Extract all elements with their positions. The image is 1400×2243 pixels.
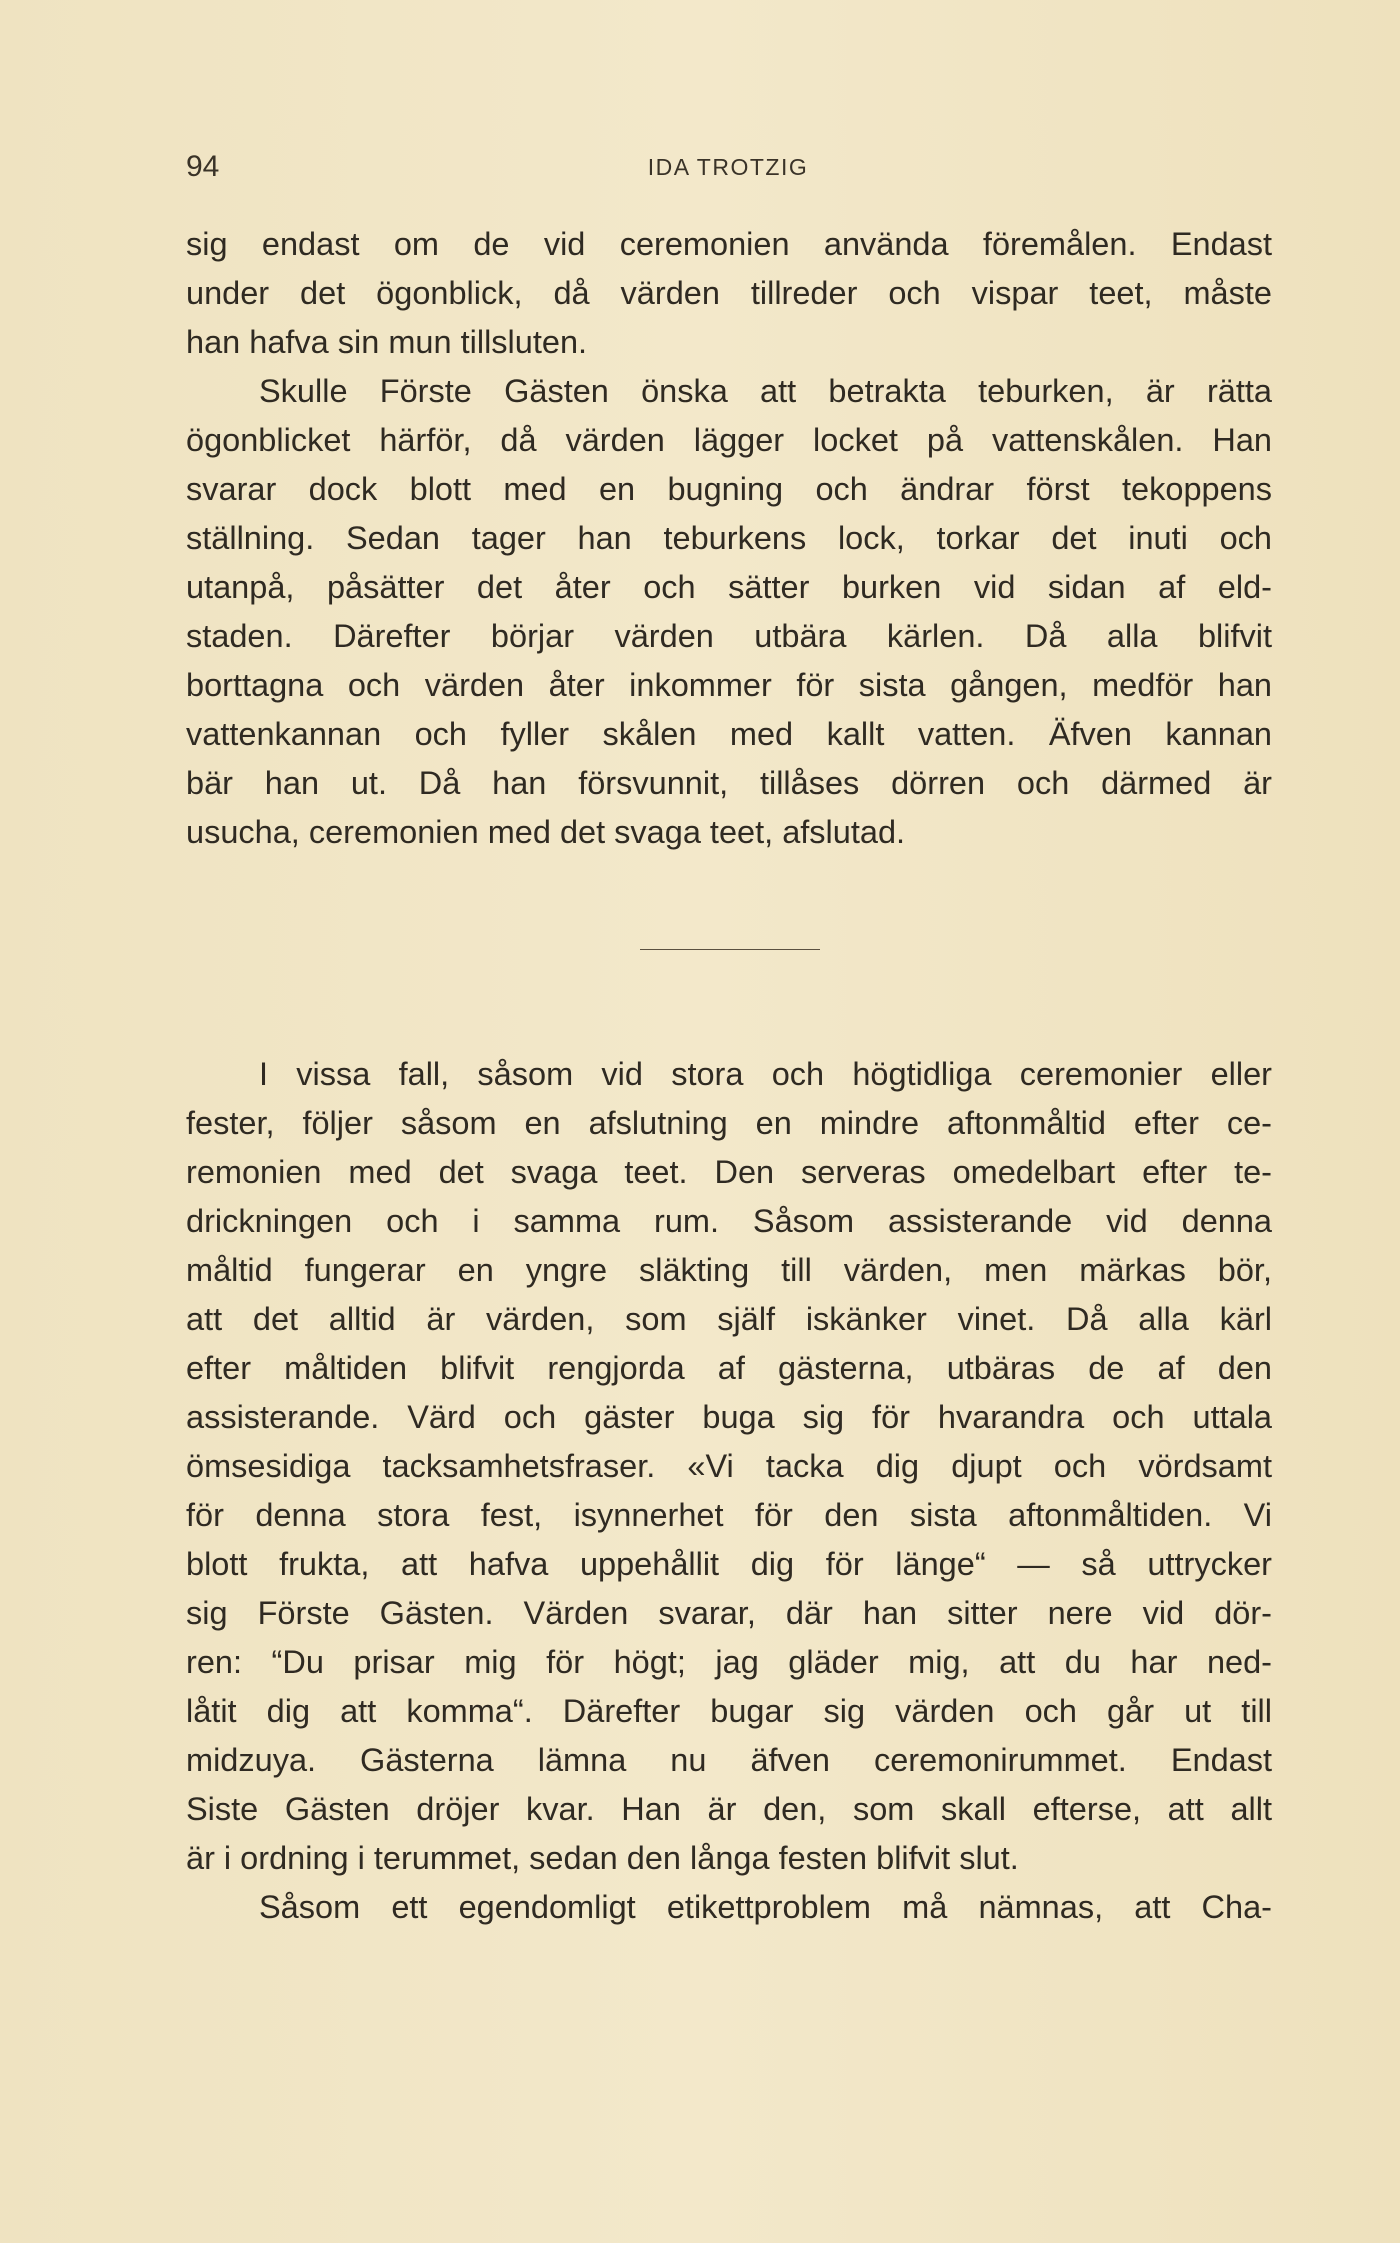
text-line: Siste Gästen dröjer kvar. Han är den, som skall efterse, att allt [186,1791,1272,1827]
text-line: midzuya. Gästerna lämna nu äfven ceremonirummet. Endast [186,1742,1272,1778]
text-line: sig Förste Gästen. Värden svarar, där han sitter nere vid dör- [186,1595,1272,1631]
text-line: Såsom ett egendomligt etikettproblem må nämnas, att Cha- [259,1889,1272,1925]
text-line: drickningen och i samma rum. Såsom assisterande vid denna [186,1203,1272,1239]
paragraph-block-2 [186,1050,1272,1932]
text-line: utanpå, påsätter det åter och sätter burken vid sidan af eld- [186,569,1272,605]
text-line: blott frukta, att hafva uppehållit dig för länge“ — så uttrycker [186,1546,1272,1582]
text-line: att det alltid är värden, som själf iskänker vinet. Då alla kärl [186,1301,1272,1337]
text-line: borttagna och värden åter inkommer för sista gången, medför han [186,667,1272,703]
text-line: låtit dig att komma“. Därefter bugar sig värden och går ut till [186,1693,1272,1729]
section-divider [640,949,820,950]
text-line: assisterande. Värd och gäster buga sig för hvarandra och uttala [186,1399,1272,1435]
text-line: sig endast om de vid ceremonien använda föremålen. Endast [186,226,1272,262]
text-line: för denna stora fest, isynnerhet för den sista aftonmåltiden. Vi [186,1497,1272,1533]
text-line: efter måltiden blifvit rengjorda af gästerna, utbäras de af den [186,1350,1272,1386]
text-line: usucha, ceremonien med det svaga teet, afslutad. [186,814,906,850]
text-line: ögonblicket härför, då värden lägger locket på vattenskålen. Han [186,422,1272,458]
text-line: ställning. Sedan tager han teburkens lock, torkar det inuti och [186,520,1272,556]
text-line: bär han ut. Då han försvunnit, tillåses dörren och därmed är [186,765,1272,801]
text-line: Skulle Förste Gästen önska att betrakta teburken, är rätta [259,373,1272,409]
text-line: han hafva sin mun tillsluten. [186,324,588,360]
text-line: remonien med det svaga teet. Den serveras omedelbart efter te- [186,1154,1272,1190]
page-number: 94 [186,150,220,183]
text-line: fester, följer såsom en afslutning en mindre aftonmåltid efter ce- [186,1105,1272,1141]
text-line: är i ordning i terummet, sedan den långa festen blifvit slut. [186,1840,1019,1876]
text-line: måltid fungerar en yngre släkting till värden, men märkas bör, [186,1252,1272,1288]
text-line: ömsesidiga tacksamhetsfraser. «Vi tacka dig djupt och vördsamt [186,1448,1272,1484]
text-line: ren: “Du prisar mig för högt; jag gläder mig, att du har ned- [186,1644,1272,1680]
text-line: vattenkannan och fyller skålen med kallt vatten. Äfven kannan [186,716,1272,752]
paragraph-block-1 [186,220,1272,857]
text-line: under det ögonblick, då värden tillreder och vispar teet, måste [186,275,1272,311]
text-line: svarar dock blott med en bugning och ändrar först tekoppens [186,471,1272,507]
text-line: staden. Därefter börjar värden utbära kärlen. Då alla blifvit [186,618,1272,654]
running-head: IDA TROTZIG [647,154,809,180]
page-header [186,150,1270,190]
text-line: I vissa fall, såsom vid stora och högtidliga ceremonier eller [259,1056,1272,1092]
